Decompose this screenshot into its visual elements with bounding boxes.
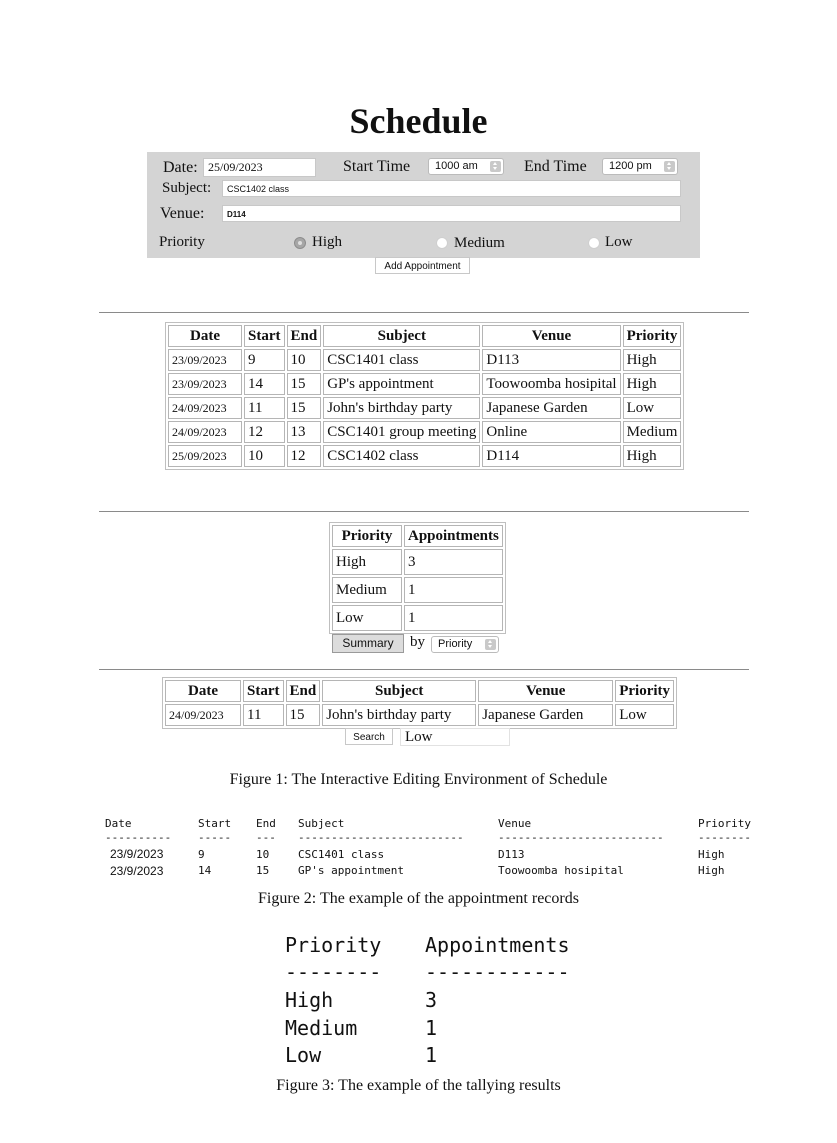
record-end: 10 [256,848,270,861]
cell-priority: Low [615,704,674,726]
schedule-table [165,322,684,470]
date-input[interactable]: 25/09/2023 [203,158,316,177]
table-row [168,397,681,419]
tally-count: 1 [425,1016,438,1040]
cell-subject: CSC1401 group meeting [323,421,480,443]
records-dash: --- [256,831,276,844]
col-venue: Venue [478,680,613,702]
col-appointments: Appointments [404,525,503,547]
start-time-label: Start Time [343,158,411,175]
table-row [168,445,681,467]
col-date: Date [165,680,241,702]
cell-subject: CSC1401 class [323,349,480,371]
cell-date: 24/09/2023 [165,704,241,726]
record-subject: CSC1401 class [298,848,385,861]
summary-header-row [332,525,503,547]
cell-priority: Low [623,397,682,419]
cell-priority: High [332,549,402,575]
col-date: Date [168,325,242,347]
select-arrow-icon [485,639,496,650]
col-subject: Subject [323,325,480,347]
cell-end: 13 [287,421,322,443]
cell-start: 14 [244,373,285,395]
records-dash: ------------------------- [298,831,464,844]
start-time-select[interactable] [428,158,504,175]
cell-priority: High [623,349,682,371]
priority-low-label: Low [605,234,633,250]
col-start: Start [243,680,284,702]
cell-start: 11 [244,397,285,419]
venue-label: Venue: [160,205,205,222]
cell-count: 1 [404,605,503,631]
cell-count: 3 [404,549,503,575]
cell-start: 11 [243,704,284,726]
subject-input[interactable]: CSC1402 class [222,180,681,197]
figure-2-caption: Figure 2: The example of the appointment records [258,890,579,907]
date-label: Date: [163,159,198,176]
cell-subject: John's birthday party [322,704,476,726]
records-dash: -------- [698,831,751,844]
divider [99,511,749,512]
cell-end: 15 [287,373,322,395]
cell-start: 9 [244,349,285,371]
cell-priority: High [623,373,682,395]
search-header-row [165,680,674,702]
record-priority: High [698,848,725,861]
record-date: 23/9/2023 [110,864,164,878]
record-end: 15 [256,864,270,877]
figure-3-caption: Figure 3: The example of the tallying results [276,1077,561,1094]
record-date: 23/9/2023 [110,847,164,861]
cell-venue: D113 [482,349,620,371]
schedule-header-row [168,325,681,347]
cell-priority: High [623,445,682,467]
by-label: by [410,634,425,650]
cell-start: 12 [244,421,285,443]
col-priority: Priority [332,525,402,547]
tally-priority: High [285,988,334,1012]
record-venue: D113 [498,848,525,861]
col-subject: Subject [322,680,476,702]
priority-high-radio[interactable] [294,237,306,249]
col-priority: Priority [615,680,674,702]
cell-priority: Medium [332,577,402,603]
priority-medium-radio[interactable] [436,237,448,249]
summary-by-value: Priority [438,638,473,650]
records-header-venue: Venue [498,817,532,830]
col-end: End [286,680,321,702]
priority-label: Priority [159,234,205,250]
records-dash: ---------- [105,831,172,844]
divider [99,312,749,313]
tally-header-appointments: Appointments [425,933,570,957]
tally-dash: -------- [285,960,382,984]
search-result-table [162,677,677,729]
figure-1-caption: Figure 1: The Interactive Editing Environment of Schedule [229,771,608,788]
add-appointment-button[interactable]: Add Appointment [375,257,470,274]
cell-date: 25/09/2023 [168,445,242,467]
end-time-select[interactable] [602,158,678,175]
record-priority: High [698,864,725,877]
summary-button[interactable]: Summary [332,634,404,653]
col-end: End [287,325,322,347]
records-dash: ----- [198,831,232,844]
cell-count: 1 [404,577,503,603]
records-header-date: Date [105,817,132,830]
cell-end: 15 [287,397,322,419]
records-header-end: End [256,817,276,830]
cell-date: 24/09/2023 [168,421,242,443]
priority-medium-label: Medium [454,235,505,251]
search-input[interactable]: Low [400,728,510,746]
select-arrow-icon [664,161,675,172]
col-venue: Venue [482,325,620,347]
cell-venue: Online [482,421,620,443]
divider [99,669,749,670]
summary-table [329,522,506,634]
subject-label: Subject: [162,180,212,196]
tally-count: 1 [425,1043,438,1067]
records-dash: ------------------------- [498,831,664,844]
records-header-start: Start [198,817,232,830]
cell-priority: Low [332,605,402,631]
record-start: 14 [198,864,212,877]
table-row [332,605,503,631]
select-arrow-icon [490,161,501,172]
col-priority: Priority [623,325,682,347]
end-time-label: End Time [524,158,587,175]
cell-venue: D114 [482,445,620,467]
cell-subject: CSC1402 class [323,445,480,467]
cell-end: 15 [286,704,321,726]
cell-priority: Medium [623,421,682,443]
start-time-value: 1000 am [435,160,478,172]
cell-subject: John's birthday party [323,397,480,419]
table-row [165,704,674,726]
record-venue: Toowoomba hosipital [498,864,624,877]
table-row [168,421,681,443]
cell-date: 23/09/2023 [168,373,242,395]
cell-venue: Japanese Garden [478,704,613,726]
tally-priority: Medium [285,1016,358,1040]
tally-priority: Low [285,1043,322,1067]
priority-low-radio[interactable] [588,237,600,249]
col-start: Start [244,325,285,347]
table-row [332,549,503,575]
records-header-subject: Subject [298,817,345,830]
cell-venue: Japanese Garden [482,397,620,419]
table-row [168,349,681,371]
record-start: 9 [198,848,205,861]
records-header-priority: Priority [698,817,751,830]
priority-high-label: High [312,234,342,250]
venue-input[interactable]: D114 [222,205,681,222]
cell-end: 10 [287,349,322,371]
summary-by-select[interactable] [431,636,499,653]
tally-count: 3 [425,988,438,1012]
end-time-value: 1200 pm [609,160,652,172]
cell-venue: Toowoomba hosipital [482,373,620,395]
cell-end: 12 [287,445,322,467]
tally-dash: ------------ [425,960,570,984]
table-row [332,577,503,603]
record-subject: GP's appointment [298,864,404,877]
tally-header-priority: Priority [285,933,382,957]
cell-date: 24/09/2023 [168,397,242,419]
cell-subject: GP's appointment [323,373,480,395]
page-title: Schedule [349,101,488,141]
table-row [168,373,681,395]
cell-start: 10 [244,445,285,467]
cell-date: 23/09/2023 [168,349,242,371]
appointment-form [147,152,700,258]
search-button[interactable]: Search [345,728,393,745]
